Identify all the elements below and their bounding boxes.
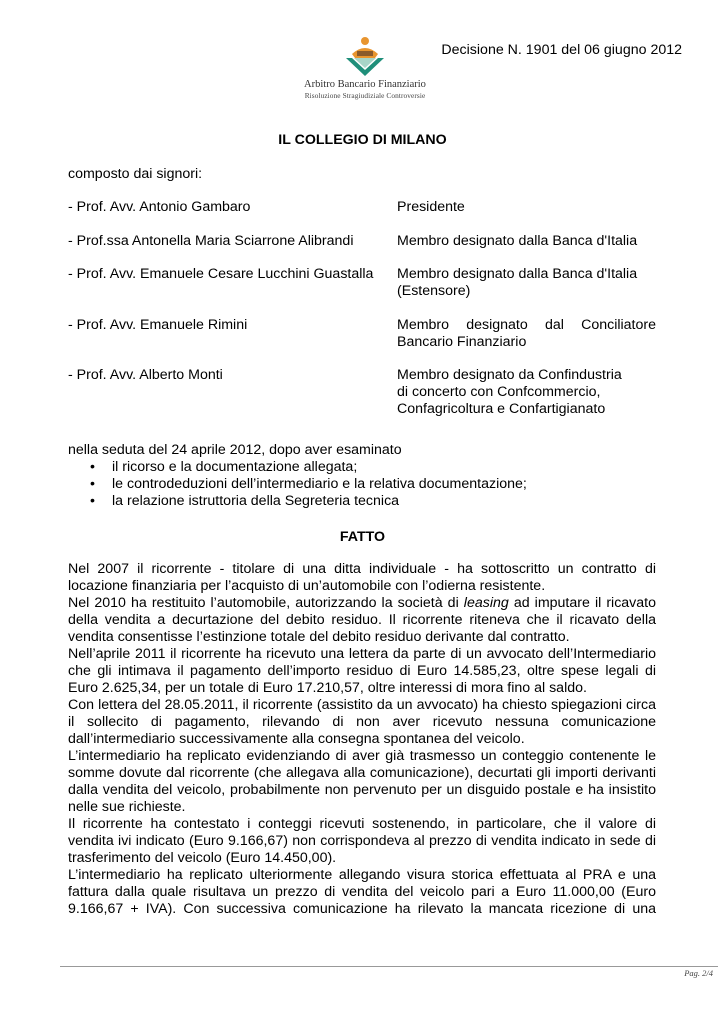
- college-title: IL COLLEGIO DI MILANO: [278, 132, 447, 148]
- paragraph: Con lettera del 28.05.2011, il ricorrente (assistito da un avvocato) ha chiesto spiegazioni circa il sollecito di pagamento, rilevando di non aver ricevuto nessuna comunicazione dall’intermediario successivamente alla consegna spontanea del veicolo.: [68, 697, 656, 747]
- member-role: [397, 233, 656, 250]
- logo-name: Arbitro Bancario Finanziario: [304, 79, 426, 90]
- member-name: - Prof.ssa Antonella Maria Sciarrone Alibrandi: [68, 233, 354, 249]
- member-role: [397, 266, 656, 300]
- member-role-line: Presidente: [397, 199, 465, 215]
- session-text: nella seduta del 24 aprile 2012, dopo aver esaminato: [68, 442, 402, 458]
- examined-list: [90, 459, 527, 510]
- list-item: • la relazione istruttoria della Segreteria tecnica: [90, 493, 527, 510]
- member-role: [397, 199, 656, 216]
- member-role: [397, 367, 656, 418]
- paragraph-text: Nel 2010 ha restituito l’automobile, autorizzando la società di: [68, 595, 464, 611]
- member-role-line: (Estensore): [397, 283, 471, 299]
- member-role-line: Membro designato da Confindustria: [397, 367, 622, 383]
- footer-divider: [60, 966, 718, 967]
- member-name: - Prof. Avv. Emanuele Cesare Lucchini Guastalla: [68, 266, 374, 282]
- paragraph: [68, 595, 656, 646]
- member-role-line: di concerto con Confcommercio,: [397, 384, 601, 400]
- page-number: Pag. 2/4: [684, 968, 713, 978]
- decision-number: Decisione N. 1901 del 06 giugno 2012: [441, 42, 682, 58]
- composed-intro: composto dai signori:: [68, 166, 203, 182]
- paragraph: L’intermediario ha replicato evidenziando di aver già trasmesso un conteggio contenente le somme dovute dal ricorrente (che allegava alla comunicazione), decurtati gli importi derivanti dalla vendita del veicolo, probabilmente non pervenuto per un disguido postale e ha insistito nelle sue richieste.: [68, 748, 656, 815]
- logo-subtitle: Risoluzione Stragiudiziale Controversie: [304, 91, 426, 100]
- member-role-line: Bancario Finanziario: [397, 334, 527, 350]
- paragraph: Nel 2007 il ricorrente - titolare di una ditta individuale - ha sottoscritto un contratto di locazione finanziaria per l’acquisto di un’automobile con l’odierna resistente.: [68, 561, 656, 594]
- paragraph: L’intermediario ha replicato ulteriormente allegando visura storica effettuata al PRA e una fattura dalla quale risultava un prezzo di vendita del veicolo pari a Euro 11.000,00 (Euro 9.166,67 + IVA). Con successiva comunicazione ha rilevato la mancata ricezione di una: [68, 867, 656, 917]
- italic-term: leasing: [463, 595, 509, 611]
- list-item: • le controdeduzioni dell’intermediario e la relativa documentazione;: [90, 476, 527, 493]
- fatto-body: [68, 561, 656, 918]
- paragraph: Il ricorrente ha contestato i conteggi ricevuti sostenendo, in particolare, che il valore di vendita ivi indicato (Euro 9.166,67) non corrispondeva al prezzo di vendita indicato in sede di trasferimento del veicolo (Euro 14.450,00).: [68, 816, 656, 866]
- abf-emblem-icon: [342, 34, 388, 78]
- member-name: - Prof. Avv. Antonio Gambaro: [68, 199, 251, 215]
- member-name: - Prof. Avv. Alberto Monti: [68, 367, 223, 383]
- member-role-line: Membro designato dal Conciliatore: [397, 317, 656, 333]
- list-item: • il ricorso e la documentazione allegata;: [90, 459, 527, 476]
- abf-logo: [290, 34, 440, 110]
- member-role-line: Membro designato dalla Banca d'Italia: [397, 233, 638, 249]
- paragraph: Nell’aprile 2011 il ricorrente ha ricevuto una lettera da parte di un avvocato dell’Intermediario che gli intimava il pagamento dell’importo residuo di Euro 14.585,23, oltre spese legali di Euro 2.625,34, per un totale di Euro 17.210,57, oltre interessi di mora fino al saldo.: [68, 646, 656, 696]
- member-name: - Prof. Avv. Emanuele Rimini: [68, 317, 248, 333]
- section-title: FATTO: [339, 529, 386, 545]
- paragraph-text: ad imputare il ricavato della vendita a decurtazione del debito residuo. Il ricorrente riteneva che il ricavato della vendita consentisse l’estinzione totale del debito residuo derivante dal contratto.: [68, 595, 656, 645]
- member-role: [397, 317, 656, 351]
- member-role-line: Confagricoltura e Confartigianato: [397, 401, 606, 417]
- member-role-line: Membro designato dalla Banca d'Italia: [397, 266, 638, 282]
